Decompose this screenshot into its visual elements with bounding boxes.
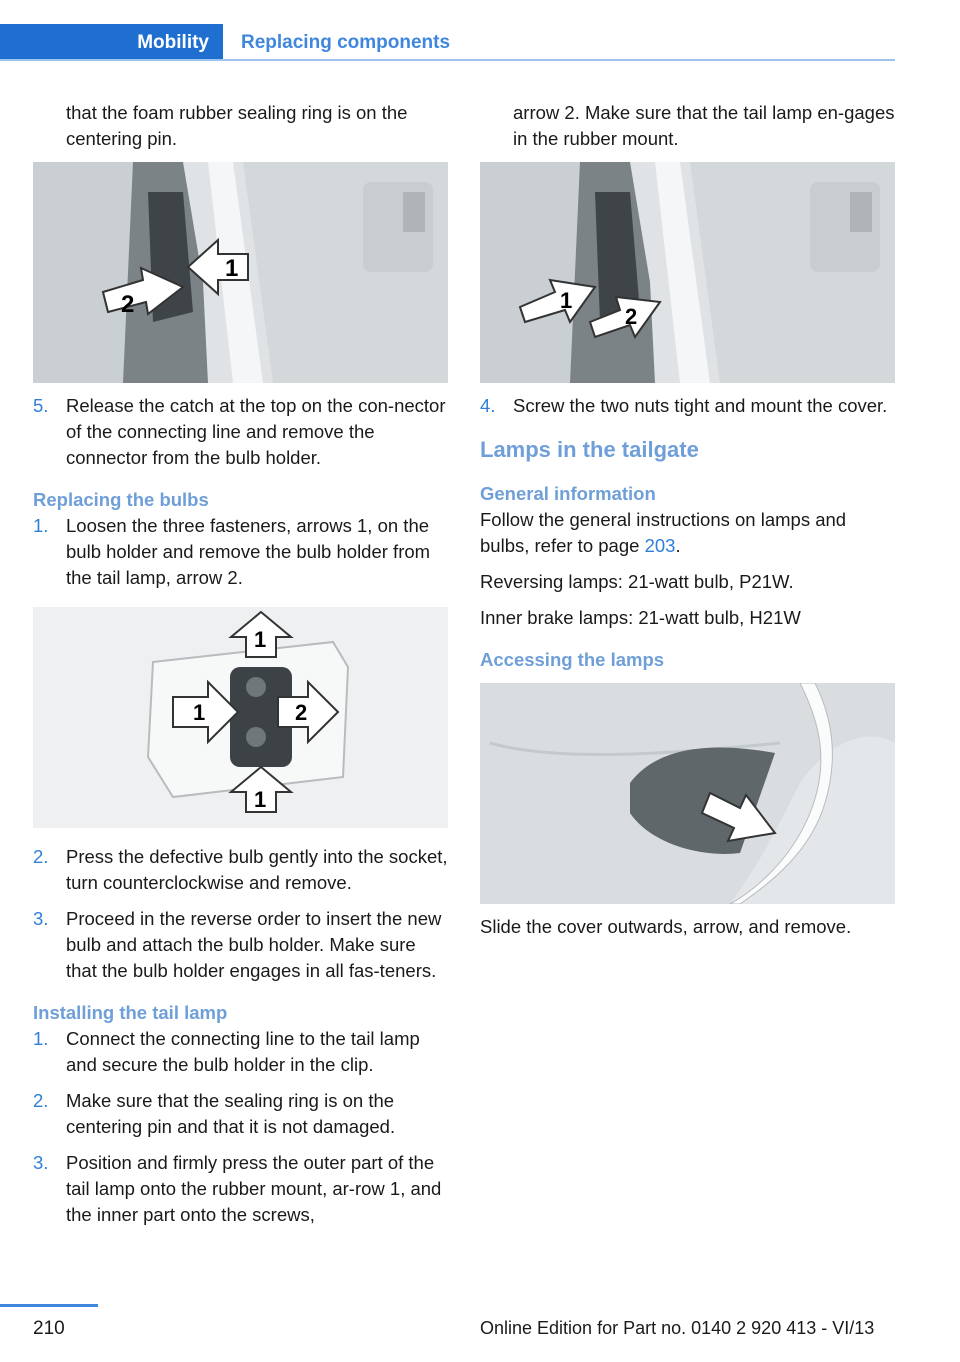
step-text: Loosen the three fasteners, arrows 1, on the bulb holder and remove the bulb holder from the tail lamp, arrow 2. xyxy=(66,515,431,588)
header-divider xyxy=(0,59,895,61)
step-text: Make sure that the sealing ring is on the centering pin and that it is not damaged. xyxy=(66,1090,396,1137)
figure-label-2: 2 xyxy=(121,291,135,318)
figure-label-1: 1 xyxy=(254,627,267,652)
topic-tab[interactable]: Replacing components xyxy=(241,31,451,53)
step-item xyxy=(33,1150,448,1228)
step-number: 5. xyxy=(33,395,49,416)
right-column xyxy=(480,100,895,940)
section-tab[interactable]: Mobility xyxy=(0,24,223,61)
step-text: Press the defective bulb gently into the socket, turn counterclockwise and remove. xyxy=(66,846,448,893)
tail-lamp-install-figure xyxy=(480,162,895,383)
slide-cover-text: Slide the cover outwards, arrow, and remove. xyxy=(480,916,852,937)
step-item xyxy=(33,1088,448,1140)
figure-label-1: 1 xyxy=(193,700,206,725)
accessing-lamps-heading: Accessing the lamps xyxy=(480,649,665,670)
reversing-lamps-text: Reversing lamps: 21-watt bulb, P21W. xyxy=(480,571,794,592)
inner-brake-lamps-text: Inner brake lamps: 21-watt bulb, H21W xyxy=(480,607,801,628)
step-number: 1. xyxy=(33,1028,49,1049)
step-number: 4. xyxy=(480,395,496,416)
figure-label-2: 2 xyxy=(295,700,308,725)
lamps-tailgate-heading: Lamps in the tailgate xyxy=(480,437,699,462)
step-number: 3. xyxy=(33,1152,49,1173)
step-item xyxy=(33,393,448,471)
page-header xyxy=(0,24,895,61)
footer-divider xyxy=(0,1304,98,1307)
step-text: Proceed in the reverse order to insert the new bulb and attach the bulb holder. Make sure that the bulb holder engages in all fas-teners. xyxy=(66,908,442,981)
step-item xyxy=(480,393,895,419)
step-number: 2. xyxy=(33,846,49,867)
general-info-text: Follow the general instructions on lamps and bulbs, refer to page 203. xyxy=(480,509,847,556)
figure-label-1: 1 xyxy=(560,288,573,313)
step-item xyxy=(33,906,448,984)
step-number: 1. xyxy=(33,515,49,536)
step-text: Connect the connecting line to the tail lamp and secure the bulb holder in the clip. xyxy=(66,1028,420,1075)
step-item xyxy=(33,513,448,591)
intro-text: that the foam rubber sealing ring is on the centering pin. xyxy=(66,102,408,149)
page-link[interactable]: 203 xyxy=(644,535,676,556)
page-number: 210 xyxy=(33,1318,65,1339)
step-number: 2. xyxy=(33,1090,49,1111)
step-text: Position and firmly press the outer part of the tail lamp onto the rubber mount, ar-row 1, and the inner part onto the screws, xyxy=(66,1152,442,1225)
step-text: Release the catch at the top on the con-nector of the connecting line and remove the connector from the bulb holder. xyxy=(66,395,446,468)
figure-label-1: 1 xyxy=(254,787,267,812)
step-number: 3. xyxy=(33,908,49,929)
tailgate-cover-figure xyxy=(480,683,895,904)
installing-heading: Installing the tail lamp xyxy=(33,1002,228,1023)
general-info-heading: General information xyxy=(480,483,656,504)
figure-label-1: 1 xyxy=(225,255,239,282)
edition-text: Online Edition for Part no. 0140 2 920 413 - VI/13 xyxy=(480,1318,875,1338)
step-text: Screw the two nuts tight and mount the cover. xyxy=(513,395,888,416)
replacing-bulbs-heading: Replacing the bulbs xyxy=(33,489,209,510)
step-item xyxy=(33,1026,448,1078)
step-item xyxy=(33,844,448,896)
tail-lamp-removal-figure xyxy=(33,162,448,383)
bulb-holder-figure xyxy=(33,607,448,828)
intro-text: arrow 2. Make sure that the tail lamp en-gages in the rubber mount. xyxy=(513,102,895,149)
left-column xyxy=(33,100,448,1228)
figure-label-2: 2 xyxy=(625,304,638,329)
